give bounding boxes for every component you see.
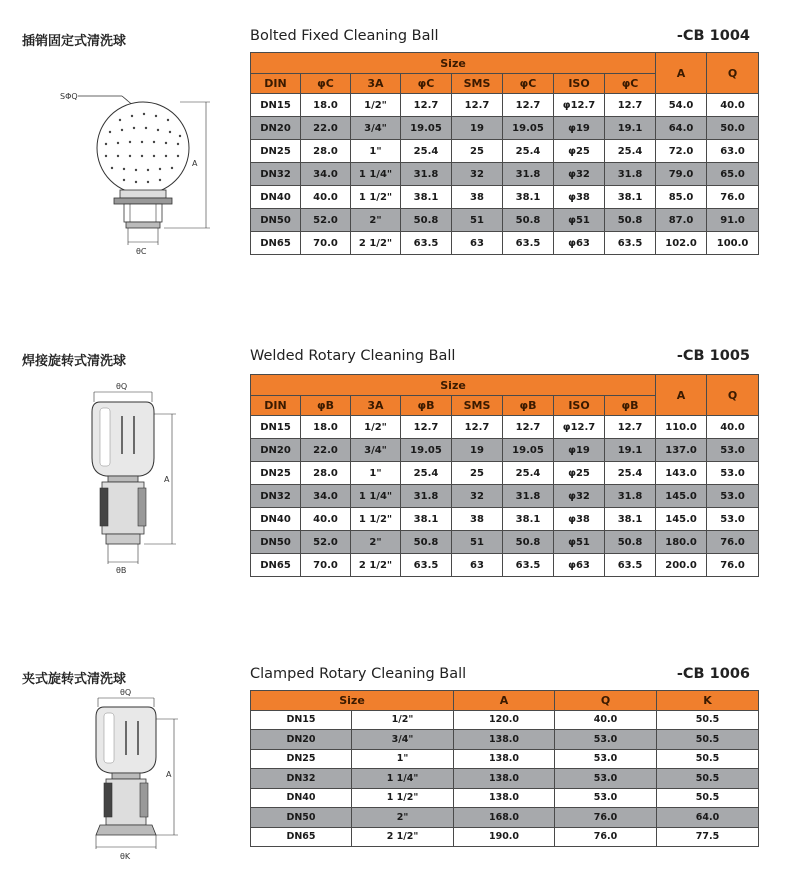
table-cell: 12.7 bbox=[452, 416, 503, 439]
size-group-header: Size bbox=[251, 375, 656, 396]
table-cell: DN32 bbox=[251, 485, 301, 508]
table-cell: 25.4 bbox=[503, 140, 554, 163]
header-sms: SMS bbox=[452, 74, 503, 94]
table-row bbox=[251, 808, 759, 828]
section2-cn-title: 焊接旋转式清洗球 bbox=[22, 354, 127, 369]
table-cell: 38.1 bbox=[605, 508, 656, 531]
header-3a: 3A bbox=[351, 74, 401, 94]
table-cell: DN20 bbox=[251, 117, 301, 140]
table-row bbox=[251, 94, 759, 117]
table-cell: 77.5 bbox=[657, 827, 759, 847]
table-cell: DN65 bbox=[251, 232, 301, 255]
table-row bbox=[251, 416, 759, 439]
table-cell: 143.0 bbox=[656, 462, 707, 485]
table-cell: 25.4 bbox=[605, 462, 656, 485]
table-cell: 72.0 bbox=[656, 140, 707, 163]
table-cell: 3/4" bbox=[351, 117, 401, 140]
table-cell: 76.0 bbox=[555, 808, 657, 828]
table-cell: 28.0 bbox=[301, 140, 351, 163]
table-cell: 64.0 bbox=[656, 117, 707, 140]
table-cell: 12.7 bbox=[503, 416, 554, 439]
table-cell: 3/4" bbox=[352, 730, 454, 750]
header-phi-c: φC bbox=[301, 74, 351, 94]
table-cell: 28.0 bbox=[301, 462, 351, 485]
table-cell: 38 bbox=[452, 186, 503, 209]
table-cell: DN65 bbox=[251, 827, 352, 847]
bolted-c-label: θC bbox=[136, 247, 147, 256]
clamped-a-label: A bbox=[166, 770, 172, 779]
header-iso: ISO bbox=[554, 396, 605, 416]
table-cell: 50.8 bbox=[605, 209, 656, 232]
table-cell: 1 1/2" bbox=[352, 788, 454, 808]
table-row bbox=[251, 485, 759, 508]
table-cell: 50.8 bbox=[503, 209, 554, 232]
table-cell: 63 bbox=[452, 554, 503, 577]
table-cell: DN50 bbox=[251, 531, 301, 554]
section1-en-title: Bolted Fixed Cleaning Ball bbox=[250, 28, 439, 44]
table-cell: φ19 bbox=[554, 117, 605, 140]
table-cell: 51 bbox=[452, 531, 503, 554]
table-cell: 91.0 bbox=[707, 209, 759, 232]
table-cell: 63.5 bbox=[605, 232, 656, 255]
table-cell: φ25 bbox=[554, 140, 605, 163]
table-cell: 54.0 bbox=[656, 94, 707, 117]
table-cell: 63.5 bbox=[401, 554, 452, 577]
table-cell: 38.1 bbox=[605, 186, 656, 209]
table-cell: 1 1/4" bbox=[352, 769, 454, 789]
table-cell: 19.05 bbox=[401, 117, 452, 140]
table-cell: 120.0 bbox=[454, 710, 555, 730]
table-cell: 1/2" bbox=[351, 416, 401, 439]
table-cell: φ63 bbox=[554, 232, 605, 255]
table-cell: DN25 bbox=[251, 462, 301, 485]
table-cell: 1 1/2" bbox=[351, 508, 401, 531]
table-cell: 19 bbox=[452, 117, 503, 140]
welded-a-label: A bbox=[164, 475, 170, 484]
table-cell: DN32 bbox=[251, 769, 352, 789]
header-a: A bbox=[454, 691, 555, 711]
table-cell: 50.8 bbox=[401, 531, 452, 554]
table-cell: 53.0 bbox=[555, 749, 657, 769]
table-cell: 18.0 bbox=[301, 416, 351, 439]
header-phi-c: φC bbox=[605, 74, 656, 94]
table-row bbox=[251, 209, 759, 232]
table-cell: 31.8 bbox=[401, 163, 452, 186]
header-phi-c: φC bbox=[503, 74, 554, 94]
table-cell: 19.05 bbox=[401, 439, 452, 462]
table-row bbox=[251, 163, 759, 186]
section3-cn-title: 夹式旋转式清洗球 bbox=[22, 672, 127, 687]
table-cell: 63.5 bbox=[503, 554, 554, 577]
table-cell: 63 bbox=[452, 232, 503, 255]
table-cell: 76.0 bbox=[707, 531, 759, 554]
header-q: Q bbox=[555, 691, 657, 711]
table-row bbox=[251, 439, 759, 462]
table-cell: 34.0 bbox=[301, 485, 351, 508]
header-q: Q bbox=[707, 375, 759, 416]
table-cell: 53.0 bbox=[707, 439, 759, 462]
table-row bbox=[251, 508, 759, 531]
table-cell: 2 1/2" bbox=[352, 827, 454, 847]
table-cell: DN50 bbox=[251, 209, 301, 232]
table-cell: 19.05 bbox=[503, 439, 554, 462]
welded-rotary-ball-drawing bbox=[70, 378, 200, 578]
table-cell: 138.0 bbox=[454, 749, 555, 769]
table-cell: 31.8 bbox=[401, 485, 452, 508]
table-row bbox=[251, 531, 759, 554]
table-cell: 85.0 bbox=[656, 186, 707, 209]
table-cell: 38.1 bbox=[503, 186, 554, 209]
table-cell: 38 bbox=[452, 508, 503, 531]
table-row bbox=[251, 140, 759, 163]
table-row bbox=[251, 749, 759, 769]
table-cell: DN50 bbox=[251, 808, 352, 828]
table-cell: 138.0 bbox=[454, 730, 555, 750]
table-cell: 65.0 bbox=[707, 163, 759, 186]
table-cell: 31.8 bbox=[605, 485, 656, 508]
table-cell: 76.0 bbox=[707, 554, 759, 577]
table-cell: DN15 bbox=[251, 710, 352, 730]
table-cell: 40.0 bbox=[301, 186, 351, 209]
table-cell: 50.8 bbox=[503, 531, 554, 554]
header-3a: 3A bbox=[351, 396, 401, 416]
table-row bbox=[251, 788, 759, 808]
header-phi-b: φB bbox=[301, 396, 351, 416]
table-cell: φ19 bbox=[554, 439, 605, 462]
table-cell: 1/2" bbox=[352, 710, 454, 730]
table-cell: 25 bbox=[452, 462, 503, 485]
welded-q-label: θQ bbox=[116, 382, 128, 391]
table-cell: 38.1 bbox=[401, 186, 452, 209]
header-phi-b: φB bbox=[503, 396, 554, 416]
table-cell: 38.1 bbox=[503, 508, 554, 531]
table-cell: 52.0 bbox=[301, 209, 351, 232]
table-cell: 25.4 bbox=[503, 462, 554, 485]
section2-en-title: Welded Rotary Cleaning Ball bbox=[250, 348, 456, 364]
table-cell: 50.5 bbox=[657, 710, 759, 730]
header-phi-b: φB bbox=[605, 396, 656, 416]
table-row bbox=[251, 554, 759, 577]
table-cell: 79.0 bbox=[656, 163, 707, 186]
table-cell: φ25 bbox=[554, 462, 605, 485]
table-cell: 25.4 bbox=[401, 462, 452, 485]
table-cell: 53.0 bbox=[555, 788, 657, 808]
table-cell: 50.5 bbox=[657, 749, 759, 769]
table-cell: φ12.7 bbox=[554, 416, 605, 439]
table-cell: 138.0 bbox=[454, 788, 555, 808]
table-cell: DN25 bbox=[251, 140, 301, 163]
header-phi-c: φC bbox=[401, 74, 452, 94]
table-cell: 25.4 bbox=[605, 140, 656, 163]
table-cell: 1 1/2" bbox=[351, 186, 401, 209]
table-cell: 52.0 bbox=[301, 531, 351, 554]
table-cell: 2" bbox=[351, 531, 401, 554]
table-cell: 12.7 bbox=[401, 416, 452, 439]
table-cell: 31.8 bbox=[503, 485, 554, 508]
table-cell: 3/4" bbox=[351, 439, 401, 462]
table-cell: DN20 bbox=[251, 730, 352, 750]
table-cell: 38.1 bbox=[401, 508, 452, 531]
table-cell: DN25 bbox=[251, 749, 352, 769]
table-cell: 1 1/4" bbox=[351, 485, 401, 508]
table-cell: φ51 bbox=[554, 531, 605, 554]
table-cell: 31.8 bbox=[503, 163, 554, 186]
table-cell: 12.7 bbox=[401, 94, 452, 117]
table-cell: 70.0 bbox=[301, 232, 351, 255]
welded-rotary-table bbox=[250, 374, 759, 577]
table-cell: DN65 bbox=[251, 554, 301, 577]
table-cell: 18.0 bbox=[301, 94, 351, 117]
table-cell: 63.0 bbox=[707, 140, 759, 163]
table-row bbox=[251, 730, 759, 750]
table-cell: 137.0 bbox=[656, 439, 707, 462]
table-cell: 145.0 bbox=[656, 508, 707, 531]
table-cell: DN20 bbox=[251, 439, 301, 462]
table-cell: 50.8 bbox=[401, 209, 452, 232]
table-cell: φ63 bbox=[554, 554, 605, 577]
table-cell: 50.5 bbox=[657, 730, 759, 750]
table-cell: 1/2" bbox=[351, 94, 401, 117]
table-cell: 1" bbox=[351, 140, 401, 163]
table-row bbox=[251, 827, 759, 847]
header-k: K bbox=[657, 691, 759, 711]
table-cell: 1" bbox=[352, 749, 454, 769]
table-cell: 40.0 bbox=[555, 710, 657, 730]
table-row bbox=[251, 232, 759, 255]
table-cell: 145.0 bbox=[656, 485, 707, 508]
table-cell: 32 bbox=[452, 163, 503, 186]
table-cell: 25 bbox=[452, 140, 503, 163]
table-row bbox=[251, 462, 759, 485]
clamped-rotary-table bbox=[250, 690, 759, 847]
table-cell: DN40 bbox=[251, 186, 301, 209]
table-cell: 31.8 bbox=[605, 163, 656, 186]
table-cell: 50.0 bbox=[707, 117, 759, 140]
table-cell: φ32 bbox=[554, 485, 605, 508]
clamped-rotary-ball-drawing bbox=[72, 685, 202, 865]
table-cell: 102.0 bbox=[656, 232, 707, 255]
header-phi-b: φB bbox=[401, 396, 452, 416]
table-cell: 53.0 bbox=[707, 508, 759, 531]
table-cell: 12.7 bbox=[605, 94, 656, 117]
table-cell: 63.5 bbox=[401, 232, 452, 255]
table-cell: 19.1 bbox=[605, 439, 656, 462]
table-cell: 53.0 bbox=[555, 769, 657, 789]
table-row bbox=[251, 710, 759, 730]
table-cell: 51 bbox=[452, 209, 503, 232]
table-cell: 200.0 bbox=[656, 554, 707, 577]
table-cell: 63.5 bbox=[503, 232, 554, 255]
section3-code: -CB 1006 bbox=[676, 666, 750, 682]
bolted-fixed-table bbox=[250, 52, 759, 255]
header-din: DIN bbox=[251, 74, 301, 94]
table-cell: φ38 bbox=[554, 186, 605, 209]
table-cell: 12.7 bbox=[605, 416, 656, 439]
header-din: DIN bbox=[251, 396, 301, 416]
table-cell: 22.0 bbox=[301, 439, 351, 462]
table-cell: 2 1/2" bbox=[351, 554, 401, 577]
table-cell: 53.0 bbox=[555, 730, 657, 750]
table-cell: 25.4 bbox=[401, 140, 452, 163]
header-q: Q bbox=[707, 53, 759, 94]
welded-b-label: θB bbox=[116, 566, 127, 575]
table-cell: 64.0 bbox=[657, 808, 759, 828]
table-cell: 40.0 bbox=[301, 508, 351, 531]
table-cell: 1 1/4" bbox=[351, 163, 401, 186]
table-row bbox=[251, 186, 759, 209]
table-cell: 53.0 bbox=[707, 485, 759, 508]
table-cell: 50.8 bbox=[605, 531, 656, 554]
table-cell: 1" bbox=[351, 462, 401, 485]
table-cell: 53.0 bbox=[707, 462, 759, 485]
table-cell: 40.0 bbox=[707, 416, 759, 439]
table-cell: DN15 bbox=[251, 416, 301, 439]
clamped-q-label: θQ bbox=[120, 688, 132, 697]
table-cell: 70.0 bbox=[301, 554, 351, 577]
table-cell: 87.0 bbox=[656, 209, 707, 232]
table-cell: 2 1/2" bbox=[351, 232, 401, 255]
section2-code: -CB 1005 bbox=[676, 348, 750, 364]
table-cell: 100.0 bbox=[707, 232, 759, 255]
table-cell: 32 bbox=[452, 485, 503, 508]
table-cell: 12.7 bbox=[452, 94, 503, 117]
bolted-fixed-ball-drawing bbox=[40, 80, 230, 265]
table-cell: 190.0 bbox=[454, 827, 555, 847]
header-size: Size bbox=[251, 691, 454, 711]
table-cell: 2" bbox=[351, 209, 401, 232]
section1-cn-title: 插销固定式清洗球 bbox=[22, 34, 127, 49]
table-cell: DN40 bbox=[251, 788, 352, 808]
table-cell: DN40 bbox=[251, 508, 301, 531]
header-sms: SMS bbox=[452, 396, 503, 416]
table-cell: 50.5 bbox=[657, 788, 759, 808]
table-cell: 50.5 bbox=[657, 769, 759, 789]
table-cell: 22.0 bbox=[301, 117, 351, 140]
table-cell: φ12.7 bbox=[554, 94, 605, 117]
table-cell: 76.0 bbox=[555, 827, 657, 847]
header-a: A bbox=[656, 53, 707, 94]
clamped-k-label: θK bbox=[120, 852, 131, 861]
table-cell: 76.0 bbox=[707, 186, 759, 209]
table-cell: 12.7 bbox=[503, 94, 554, 117]
section3-en-title: Clamped Rotary Cleaning Ball bbox=[250, 666, 467, 682]
table-cell: 40.0 bbox=[707, 94, 759, 117]
table-cell: DN15 bbox=[251, 94, 301, 117]
table-cell: φ51 bbox=[554, 209, 605, 232]
table-row bbox=[251, 117, 759, 140]
table-cell: 110.0 bbox=[656, 416, 707, 439]
bolted-q-label: SΦQ bbox=[60, 92, 78, 101]
table-row bbox=[251, 769, 759, 789]
table-cell: 168.0 bbox=[454, 808, 555, 828]
table-cell: 63.5 bbox=[605, 554, 656, 577]
table-cell: DN32 bbox=[251, 163, 301, 186]
table-cell: φ32 bbox=[554, 163, 605, 186]
table-cell: 2" bbox=[352, 808, 454, 828]
header-a: A bbox=[656, 375, 707, 416]
table-cell: 138.0 bbox=[454, 769, 555, 789]
table-cell: 19.05 bbox=[503, 117, 554, 140]
table-cell: 180.0 bbox=[656, 531, 707, 554]
table-cell: φ38 bbox=[554, 508, 605, 531]
header-iso: ISO bbox=[554, 74, 605, 94]
table-cell: 19.1 bbox=[605, 117, 656, 140]
section1-code: -CB 1004 bbox=[676, 28, 750, 44]
size-group-header: Size bbox=[251, 53, 656, 74]
bolted-a-label: A bbox=[192, 159, 198, 168]
table-cell: 34.0 bbox=[301, 163, 351, 186]
table-cell: 19 bbox=[452, 439, 503, 462]
